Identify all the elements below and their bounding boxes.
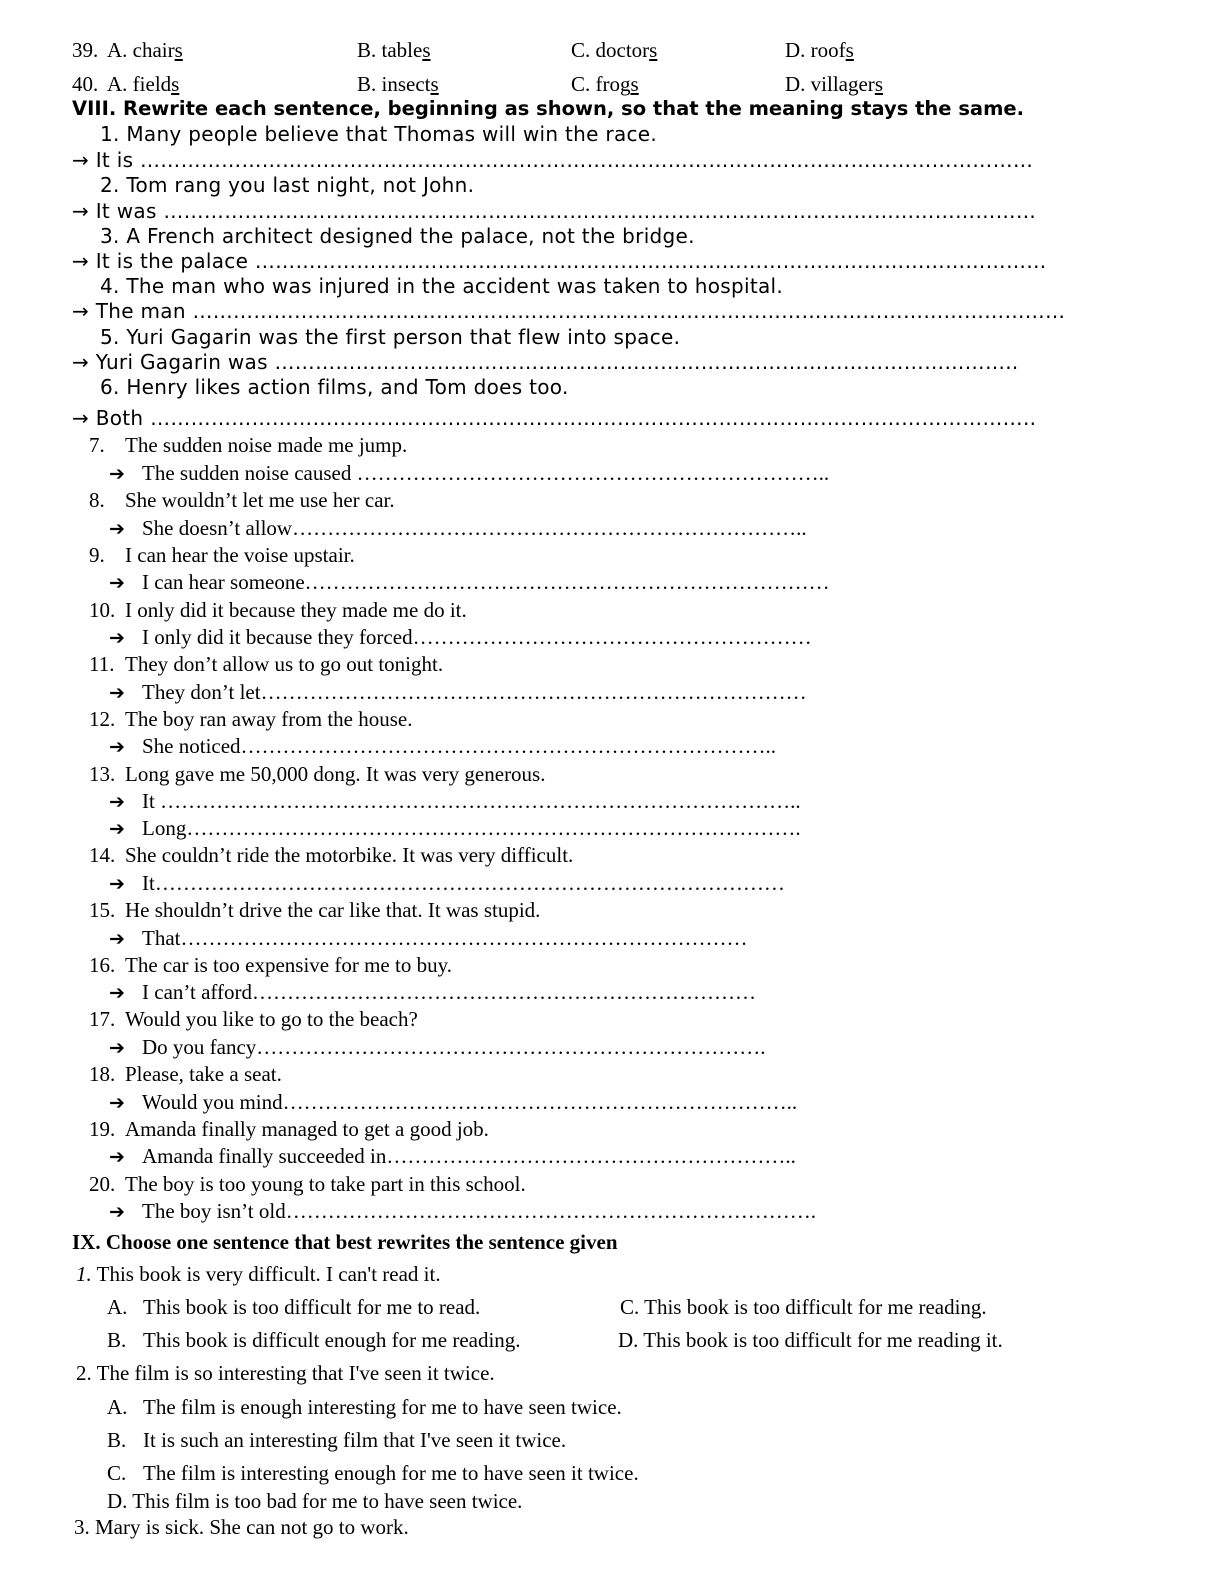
s8-answer-16: ➔ I can’t afford………………………………………………………………: [109, 980, 757, 1004]
arrow-icon: →: [72, 148, 90, 172]
s8-question-16: 16. The car is too expensive for me to buy.: [89, 953, 452, 977]
s8-question-10: 10. I only did it because they made me do it.: [89, 598, 467, 622]
s8-question-14: 14. She couldn’t ride the motorbike. It was very difficult.: [89, 843, 574, 867]
s8-answer-8: ➔ She doesn’t allow………………………………………………………………..: [109, 516, 807, 540]
s9-question-1: 1. This book is very difficult. I can't read it.: [76, 1262, 441, 1286]
q39-option-d: D. roofs: [785, 38, 854, 62]
s9-q1-option-c: C. This book is too difficult for me reading.: [620, 1295, 987, 1319]
s8-answer-2: → It was …………………………………………………………………………………………………………………: [72, 199, 1037, 223]
arrow-icon: ➔: [109, 928, 125, 950]
arrow-icon: ➔: [109, 873, 125, 895]
s9-q1-option-a: A. This book is too difficult for me to read.: [107, 1295, 481, 1319]
s8-question-9: 9. I can hear the voise upstair.: [89, 543, 355, 567]
arrow-icon: →: [72, 406, 90, 430]
s8-question-12: 12. The boy ran away from the house.: [89, 707, 413, 731]
s8-answer-4: → The man …………………………………………………………………………………………………………………: [72, 299, 1066, 323]
s8-answer-9: ➔ I can hear someone…………………………………………………………………: [109, 570, 830, 594]
q39-option-c: C. doctors: [571, 38, 658, 62]
q40-option-b: B. insects: [357, 72, 439, 96]
s8-answer-7: ➔ The sudden noise caused …………………………………………………………..: [109, 461, 830, 485]
s9-q2-option-c: C. The film is interesting enough for me to have seen it twice.: [107, 1461, 639, 1485]
s8-answer-18: ➔ Would you mind………………………………………………………………..: [109, 1090, 798, 1114]
s9-question-3: 3. Mary is sick. She can not go to work.: [74, 1515, 409, 1539]
question-40-number: 40.: [72, 72, 99, 96]
s8-question-1: 1. Many people believe that Thomas will win the race.: [100, 122, 658, 146]
s8-answer-14: ➔ It………………………………………………………………………………: [109, 871, 785, 895]
s8-question-18: 18. Please, take a seat.: [89, 1062, 282, 1086]
s8-question-11: 11. They don’t allow us to go out tonight.: [89, 652, 444, 676]
arrow-icon: →: [72, 299, 90, 323]
s8-question-8: 8. She wouldn’t let me use her car.: [89, 488, 395, 512]
s8-question-2: 2. Tom rang you last night, not John.: [100, 173, 475, 197]
q39-option-b: B. tables: [357, 38, 431, 62]
s8-question-19: 19. Amanda finally managed to get a good job.: [89, 1117, 489, 1141]
arrow-icon: →: [72, 199, 90, 223]
s8-answer-1: → It is ……………………………………………………………………………………………………………………: [72, 148, 1034, 172]
s8-answer-17: ➔ Do you fancy……………………………………………………………….: [109, 1035, 766, 1059]
arrow-icon: ➔: [109, 818, 125, 840]
q40-option-a: A. fields: [107, 72, 180, 96]
arrow-icon: ➔: [109, 1201, 125, 1223]
s8-question-17: 17. Would you like to go to the beach?: [89, 1007, 418, 1031]
arrow-icon: →: [72, 249, 90, 273]
arrow-icon: ➔: [109, 463, 125, 485]
s8-answer-13a: ➔ It ………………………………………………………………………………..: [109, 789, 801, 813]
arrow-icon: ➔: [109, 982, 125, 1004]
arrow-icon: ➔: [109, 682, 125, 704]
arrow-icon: ➔: [109, 627, 125, 649]
arrow-icon: ➔: [109, 1037, 125, 1059]
question-39-number: 39.: [72, 38, 99, 62]
s8-answer-5: → Yuri Gagarin was ………………………………………………………………………………………………..: [72, 350, 1019, 374]
s8-answer-10: ➔ I only did it because they forced…………………………………………………: [109, 625, 812, 649]
q40-option-c: C. frogs: [571, 72, 639, 96]
s9-q1-option-d: D. This book is too difficult for me reading it.: [618, 1328, 1003, 1352]
s8-question-3: 3. A French architect designed the palace, not the bridge.: [100, 224, 695, 248]
s9-q2-option-d: D. This film is too bad for me to have seen twice.: [107, 1489, 523, 1513]
s8-answer-20: ➔ The boy isn’t old………………………………………………………………….: [109, 1199, 816, 1223]
arrow-icon: ➔: [109, 736, 125, 758]
s8-question-7: 7. The sudden noise made me jump.: [89, 433, 408, 457]
arrow-icon: ➔: [109, 572, 125, 594]
s9-q2-option-b: B. It is such an interesting film that I've seen it twice.: [107, 1428, 567, 1452]
s9-question-2: 2. The film is so interesting that I've seen it twice.: [76, 1361, 495, 1385]
s9-q2-option-a: A. The film is enough interesting for me to have seen twice.: [107, 1395, 622, 1419]
section-9-heading: IX. Choose one sentence that best rewrites the sentence given: [72, 1230, 618, 1254]
s8-answer-3: → It is the palace ………………………………………………………………………………………………………: [72, 249, 1047, 273]
q39-option-a: A. chairs: [107, 38, 183, 62]
q40-option-d: D. villagers: [785, 72, 883, 96]
s8-answer-12: ➔ She noticed…………………………………………………………………..: [109, 734, 777, 758]
s8-answer-19: ➔ Amanda finally succeeded in…………………………………………………..: [109, 1144, 796, 1168]
arrow-icon: ➔: [109, 791, 125, 813]
arrow-icon: →: [72, 350, 90, 374]
s8-question-5: 5. Yuri Gagarin was the first person that flew into space.: [100, 325, 681, 349]
s8-answer-15: ➔ That………………………………………………………………………: [109, 926, 748, 950]
s8-question-6: 6. Henry likes action films, and Tom does too.: [100, 375, 569, 399]
arrow-icon: ➔: [109, 1146, 125, 1168]
s8-question-13: 13. Long gave me 50,000 dong. It was very generous.: [89, 762, 546, 786]
s8-question-4: 4. The man who was injured in the accident was taken to hospital.: [100, 274, 784, 298]
s8-question-15: 15. He shouldn’t drive the car like that. It was stupid.: [89, 898, 541, 922]
s8-answer-6: → Both …………………………………………………………………………………………………………………..: [72, 406, 1037, 430]
section-8-heading: VIII. Rewrite each sentence, beginning as shown, so that the meaning stays the same.: [72, 97, 1025, 120]
s9-q1-option-b: B. This book is difficult enough for me reading.: [107, 1328, 521, 1352]
s8-answer-11: ➔ They don’t let……………………………………………………………………: [109, 680, 807, 704]
s8-answer-13b: ➔ Long…………………………………………………………………………….: [109, 816, 801, 840]
arrow-icon: ➔: [109, 518, 125, 540]
s8-question-20: 20. The boy is too young to take part in this school.: [89, 1172, 526, 1196]
arrow-icon: ➔: [109, 1092, 125, 1114]
